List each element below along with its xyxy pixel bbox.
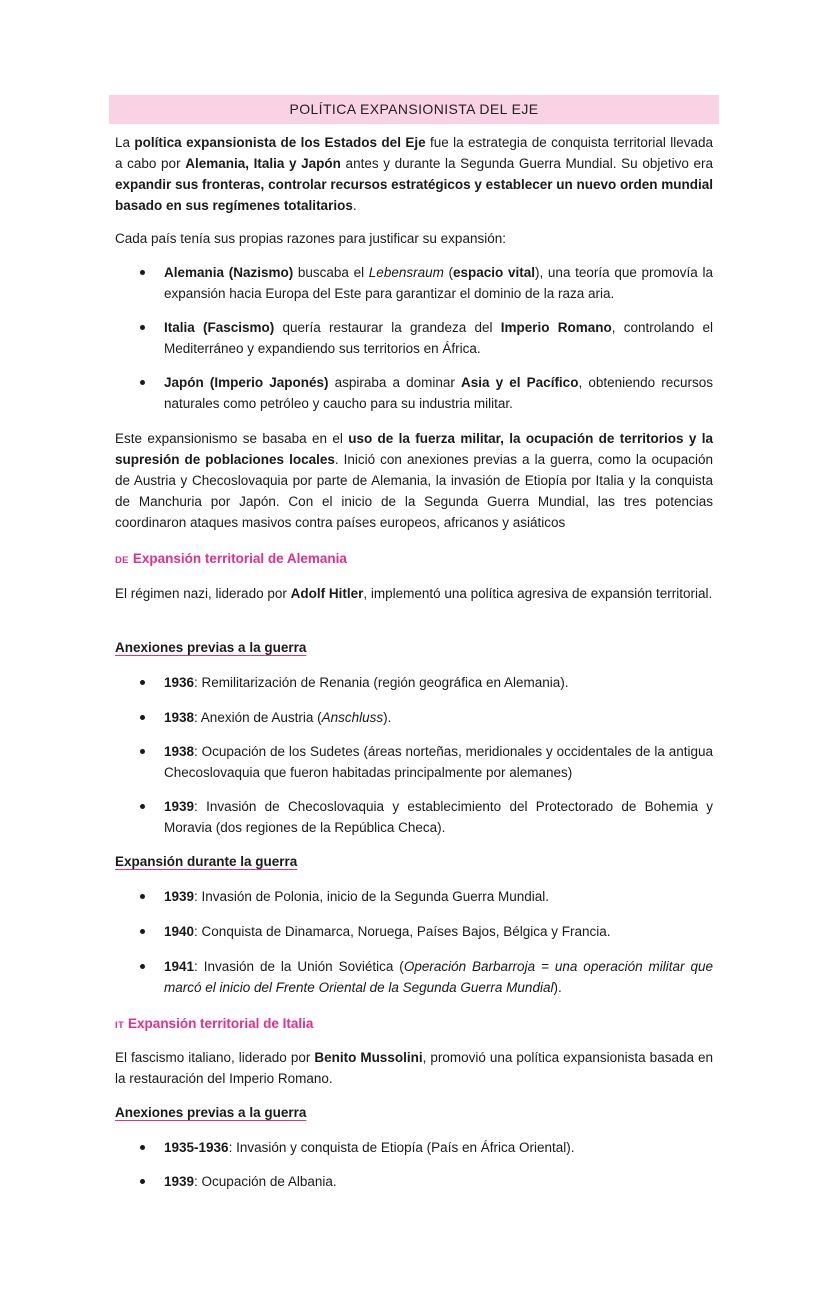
germany-prewar-list-4 — [115, 796, 713, 838]
list-item: 1935-1936: Invasión y conquista de Etiopía (País en África Oriental). — [115, 1137, 713, 1158]
germany-prewar-heading: Anexiones previas a la guerra — [115, 640, 307, 655]
italy-prewar-heading: Anexiones previas a la guerra — [115, 1105, 307, 1120]
germany-war-list — [115, 886, 713, 907]
italy-prewar-list — [115, 1137, 713, 1158]
list-item: 1938: Ocupación de los Sudetes (áreas norteñas, meridionales y occidentales de la antigua Checoslovaquia que fueron habitadas principalmente por alemanes) — [115, 741, 713, 783]
list-item: 1936: Remilitarización de Renania (región geográfica en Alemania). — [115, 672, 713, 693]
intro-paragraph: La política expansionista de los Estados del Eje fue la estrategia de conquista territorial llevada a cabo por Alemania, Italia y Japón antes y durante la Segunda Guerra Mundial. Su objetivo era expandir sus fronteras, controlar recursos estratégicos y establecer un nuevo orden mundial basado en sus regímenes totalitarios. — [115, 135, 713, 213]
list-item: 1939: Invasión de Polonia, inicio de la Segunda Guerra Mundial. — [115, 886, 713, 907]
list-item: Italia (Fascismo) quería restaurar la grandeza del Imperio Romano, controlando el Mediterráneo y expandiendo sus territorios en África. — [115, 317, 713, 359]
germany-prewar-list — [115, 672, 713, 693]
reasons-list — [115, 262, 713, 304]
germany-flag-icon: DE — [115, 555, 129, 566]
reasons-list-2 — [115, 317, 713, 359]
germany-war-heading: Expansión durante la guerra — [115, 854, 298, 869]
reasons-list-3 — [115, 372, 713, 414]
list-item: 1940: Conquista de Dinamarca, Noruega, Países Bajos, Bélgica y Francia. — [115, 921, 713, 942]
expansion-paragraph: Este expansionismo se basaba en el uso de la fuerza militar, la ocupación de territorios y la supresión de poblaciones locales. Inició con anexiones previas a la guerra, como la ocupación de Austria y Checoslovaquia por parte de Alemania, la invasión de Etiopía por Italia y la conquista de Manchuria por Japón. Con el inicio de la Segunda Guerra Mundial, las tres potencias coordinaron ataques masivos contra países europeos, africanos y asiáticos — [115, 431, 713, 530]
page-title: POLÍTICA EXPANSIONISTA DEL EJE — [109, 95, 719, 124]
list-item: 1939: Invasión de Checoslovaquia y establecimiento del Protectorado de Bohemia y Moravia (dos regiones de la República Checa). — [115, 796, 713, 838]
germany-prewar-list-3 — [115, 741, 713, 783]
germany-prewar-list-2 — [115, 707, 713, 728]
germany-intro: El régimen nazi, liderado por Adolf Hitler, implementó una política agresiva de expansión territorial. — [115, 586, 713, 601]
germany-section-heading: DE Expansión territorial de Alemania — [115, 551, 347, 566]
italy-intro: El fascismo italiano, liderado por Benito Mussolini, promovió una política expansionista basada en la restauración del Imperio Romano. — [115, 1050, 713, 1086]
italy-section-heading: IT Expansión territorial de Italia — [115, 1016, 314, 1031]
list-item: Japón (Imperio Japonés) aspiraba a dominar Asia y el Pacífico, obteniendo recursos naturales como petróleo y caucho para su industria militar. — [115, 372, 713, 414]
list-item: Alemania (Nazismo) buscaba el Lebensraum (espacio vital), una teoría que promovía la expansión hacia Europa del Este para garantizar el dominio de la raza aria. — [115, 262, 713, 304]
italy-flag-icon: IT — [115, 1020, 125, 1031]
list-item: 1941: Invasión de la Unión Soviética (Operación Barbarroja = una operación militar que marcó el inicio del Frente Oriental de la Segunda Guerra Mundial). — [115, 956, 713, 998]
germany-war-list-2 — [115, 921, 713, 942]
reasons-intro: Cada país tenía sus propias razones para justificar su expansión: — [115, 231, 506, 246]
italy-prewar-list-2 — [115, 1171, 713, 1192]
list-item: 1939: Ocupación de Albania. — [115, 1171, 713, 1192]
list-item: 1938: Anexión de Austria (Anschluss). — [115, 707, 713, 728]
germany-war-list-3 — [115, 956, 713, 998]
